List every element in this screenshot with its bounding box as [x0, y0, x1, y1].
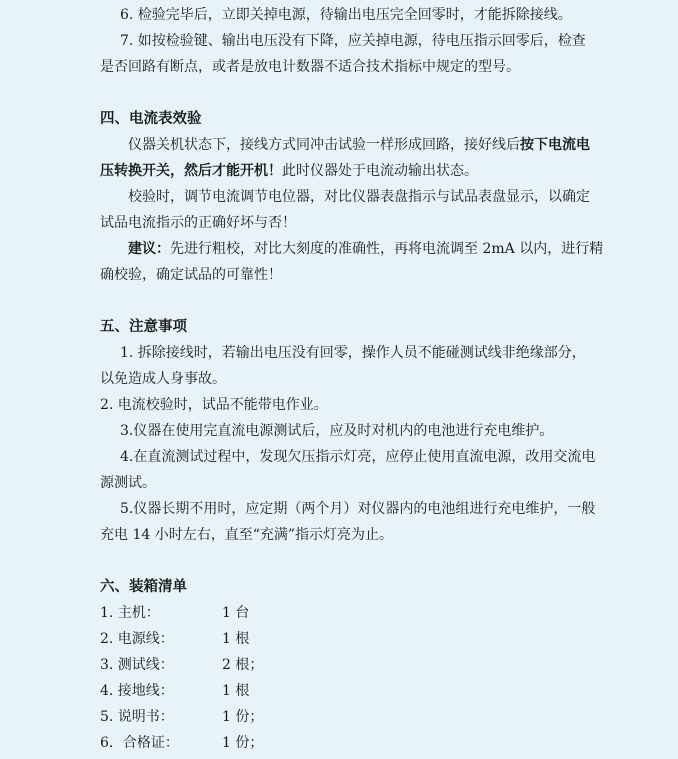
sec4-para1-text: 仪器关机状态下，接线方式同冲击试验一样形成回路，接好线后 — [128, 137, 520, 153]
section-4-heading: 四、电流表效验 — [100, 110, 202, 127]
packing-item-name: 5. 说明书： — [100, 709, 174, 725]
note-5-line1: 5.仪器长期不用时，应定期（两个月）对仪器内的电池组进行充电维护，一般 — [120, 501, 596, 517]
step-6-text: 6. 检验完毕后，立即关掉电源，待输出电压完全回零时，才能拆除接线。 — [120, 7, 572, 23]
section-6-heading: 六、装箱清单 — [100, 578, 187, 595]
sec4-para1-bold: 按下电流电 — [520, 137, 590, 153]
packing-item — [100, 600, 606, 626]
packing-item-name: 3. 测试线： — [100, 657, 174, 673]
packing-item-qty: 2 根； — [222, 657, 264, 673]
packing-item-qty: 1 份； — [222, 709, 264, 725]
packing-item-name: 6．合格证： — [100, 735, 179, 751]
note-1-line2: 以免造成人身事故。 — [100, 371, 226, 387]
packing-item-name: 1. 主机： — [100, 605, 160, 621]
sec4-para2-line2: 试品电流指示的正确好坏与否！ — [100, 215, 296, 231]
spacer — [100, 80, 606, 106]
sec4-para3-line2: 确校验，确定试品的可靠性！ — [100, 267, 282, 283]
packing-item — [100, 652, 606, 678]
note-5-line2: 充电 14 小时左右，直至“充满”指示灯亮为止。 — [100, 527, 394, 543]
step-7-text: 7. 如按检验键、输出电压没有下降，应关掉电源，待电压指示回零后，检查 — [120, 33, 586, 49]
packing-item-name: 2. 电源线： — [100, 631, 174, 647]
sec4-para2-line1: 校验时，调节电流调节电位器，对比仪器表盘指示与试品表盘显示，以确定 — [128, 189, 590, 205]
note-4-line1: 4.在直流测试过程中，发现欠压指示灯亮，应停止使用直流电源，改用交流电 — [120, 449, 596, 465]
note-1-line1: 1. 拆除接线时，若输出电压没有回零，操作人员不能碰测试线非绝缘部分， — [120, 345, 586, 361]
packing-item — [100, 678, 606, 704]
note-2: 2. 电流校验时，试品不能带电作业。 — [100, 397, 328, 413]
packing-item — [100, 626, 606, 652]
sec4-para1-bold-cont: 压转换开关，然后才能开机！ — [100, 163, 282, 179]
packing-item-qty: 1 台 — [222, 605, 250, 621]
sec4-para1-text-cont: 此时仪器处于电流动输出状态。 — [282, 163, 478, 179]
sec4-para1-line2 — [100, 158, 606, 184]
note-3: 3.仪器在使用完直流电源测试后，应及时对机内的电池进行充电维护。 — [120, 423, 554, 439]
suggestion-text: 先进行粗校，对比大刻度的准确性，再将电流调至 2mA 以内，进行精 — [170, 241, 604, 257]
note-4-line2: 源测试。 — [100, 475, 156, 491]
packing-item-qty: 1 根 — [222, 683, 250, 699]
spacer — [100, 288, 606, 314]
packing-item — [100, 730, 606, 756]
suggestion-label: 建议： — [128, 241, 170, 257]
packing-item — [100, 704, 606, 730]
sec4-para3-line1 — [100, 236, 606, 262]
section-5-heading: 五、注意事项 — [100, 318, 187, 335]
spacer — [100, 548, 606, 574]
packing-item-qty: 1 根 — [222, 631, 250, 647]
step-7-text-cont: 是否回路有断点，或者是放电计数器不适合技术指标中规定的型号。 — [100, 59, 520, 75]
sec4-para1-line1 — [100, 132, 606, 158]
packing-item-name: 4. 接地线： — [100, 683, 174, 699]
packing-item-qty: 1 份； — [222, 735, 264, 751]
